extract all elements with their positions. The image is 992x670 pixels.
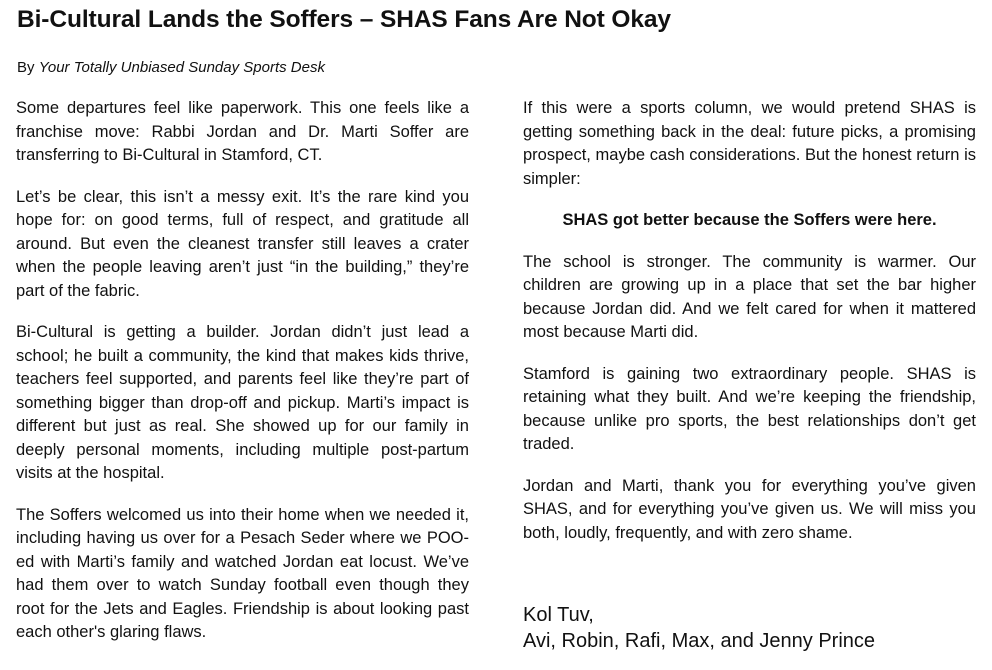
paragraph-friendship: The Soffers welcomed us into their home when we needed it, including having us over for a Pesach Seder where we POO-ed with Marti’s family and watched Jordan eat locust. We’ve had them over to watch Sunday football even though they root for the Jets and Eagles. Friendship is about looking past each other's glaring flaws.	[16, 505, 469, 641]
signoff-names: Avi, Robin, Rafi, Max, and Jenny Prince	[523, 630, 876, 652]
right-column	[523, 97, 976, 563]
paragraph-builder: Bi-Cultural is getting a builder. Jordan didn’t just lead a school; he built a community, the kind that makes kids thrive, teachers feel supported, and parents feel like they’re part of something bigger than drop-off and pickup. Marti’s impact is different but just as real. She showed up for our family in deeply personal moments, including multiple post-partum visits at the hospital.	[16, 323, 469, 482]
paragraph-departure: Some departures feel like paperwork. This one feels like a franchise move: Rabbi Jordan and Dr. Marti Soffer are transferring to Bi-Cultural in Stamford, CT.	[16, 99, 469, 164]
paragraph-sports-column: If this were a sports column, we would pretend SHAS is getting something back in the deal: future picks, a promising prospect, maybe cash considerations. But the honest return is simpler:	[523, 99, 976, 188]
paragraph-good-terms: Let’s be clear, this isn’t a messy exit. It’s the rare kind you hope for: on good terms, full of respect, and gratitude all around. But even the cleanest transfer still leaves a crater when the people leaving aren’t just “in the building,” they’re part of the fabric.	[16, 187, 469, 300]
signoff-closing: Kol Tuv,	[523, 604, 594, 626]
paragraph-school-stronger: The school is stronger. The community is warmer. Our children are growing up in a place that set the bar higher because Jordan did. And we felt cared for when it mattered most because Marti did.	[523, 252, 976, 341]
byline-prefix: By	[17, 59, 35, 76]
paragraph-stamford: Stamford is gaining two extraordinary people. SHAS is retaining what they built. And we’re keeping the friendship, because unlike pro sports, the best relationships don’t get traded.	[523, 364, 976, 453]
byline	[17, 59, 325, 76]
left-column	[16, 97, 469, 663]
paragraph-thank-you: Jordan and Marti, thank you for everything you’ve given SHAS, and for everything you’ve given us. We will miss you both, loudly, frequently, and with zero shame.	[523, 476, 976, 542]
callout-statement: SHAS got better because the Soffers were here.	[562, 211, 937, 229]
signoff	[523, 602, 875, 654]
byline-author: Your Totally Unbiased Sunday Sports Desk	[38, 59, 325, 76]
article-title: Bi-Cultural Lands the Soffers – SHAS Fans Are Not Okay	[17, 6, 671, 33]
